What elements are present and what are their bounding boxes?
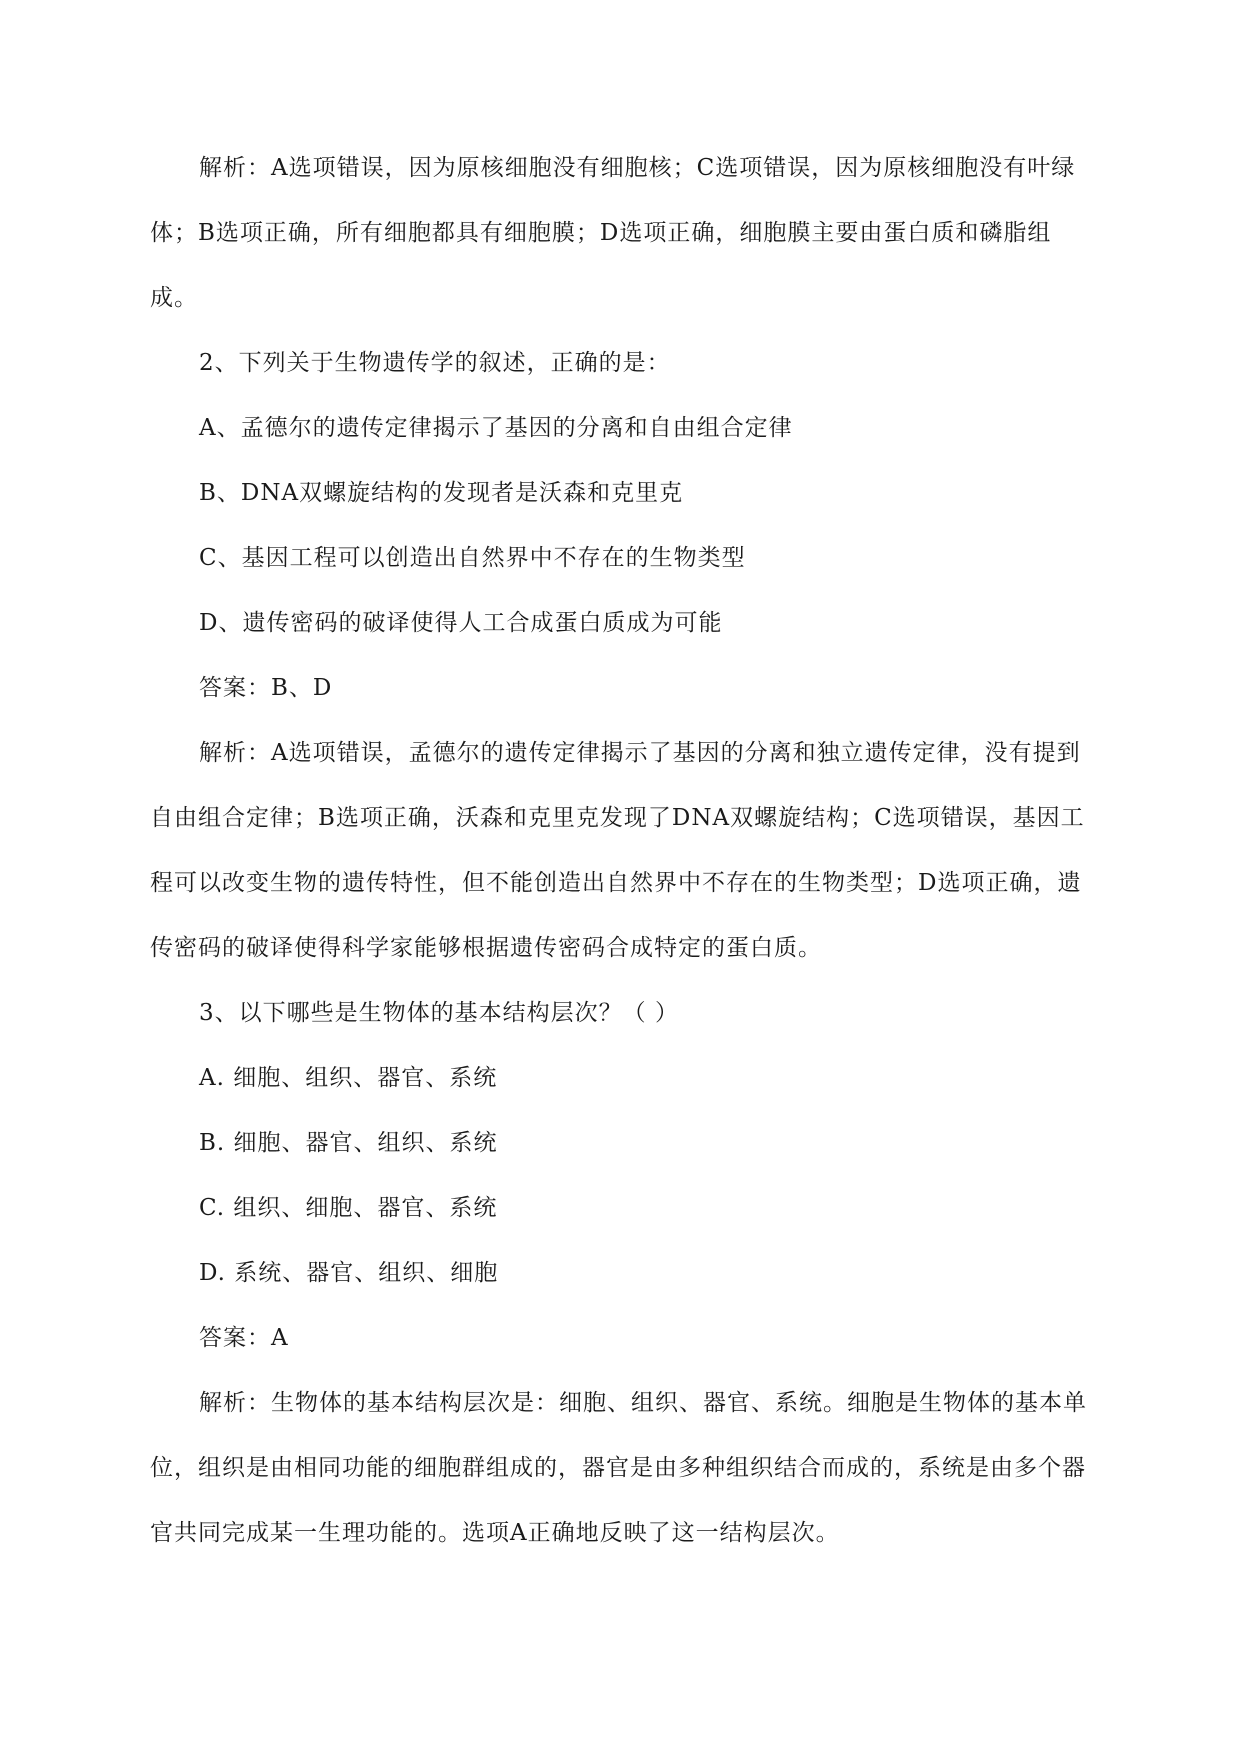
q2-option-d: D、遗传密码的破译使得人工合成蛋白质成为可能 bbox=[199, 610, 723, 636]
q2-question: 2、下列关于生物遗传学的叙述，正确的是： bbox=[199, 350, 671, 376]
q3-option-c: C. 组织、细胞、器官、系统 bbox=[199, 1195, 498, 1221]
q3-answer: 答案：A bbox=[199, 1325, 289, 1351]
q2-explanation: 解析：A选项错误，孟德尔的遗传定律揭示了基因的分离和独立遗传定律，没有提到自由组合定律；B选项正确，沃森和克里克发现了DNA双螺旋结构；C选项错误，基因工程可以改变生物的遗传特性，但不能创造出自然界中不存在的生物类型；D选项正确，遗传密码的破译使得科学家能够根据遗传密码合成特定的蛋白质。 bbox=[150, 740, 1085, 961]
q2-option-a: A、孟德尔的遗传定律揭示了基因的分离和自由组合定律 bbox=[199, 415, 793, 441]
document-body bbox=[150, 136, 1092, 1566]
q1-explanation: 解析：A选项错误，因为原核细胞没有细胞核；C选项错误，因为原核细胞没有叶绿体；B选项正确，所有细胞都具有细胞膜；D选项正确，细胞膜主要由蛋白质和磷脂组成。 bbox=[150, 155, 1076, 311]
q2-answer: 答案：B、D bbox=[199, 675, 333, 701]
q2-option-c: C、基因工程可以创造出自然界中不存在的生物类型 bbox=[199, 545, 746, 571]
q3-question: 3、以下哪些是生物体的基本结构层次？（ ） bbox=[199, 1000, 679, 1026]
q3-option-d: D. 系统、器官、组织、细胞 bbox=[199, 1260, 499, 1286]
q3-option-a: A. 细胞、组织、器官、系统 bbox=[199, 1065, 498, 1091]
q3-option-b: B. 细胞、器官、组织、系统 bbox=[199, 1130, 498, 1156]
q3-explanation: 解析：生物体的基本结构层次是：细胞、组织、器官、系统。细胞是生物体的基本单位，组织是由相同功能的细胞群组成的，器官是由多种组织结合而成的，系统是由多个器官共同完成某一生理功能的。选项A正确地反映了这一结构层次。 bbox=[150, 1390, 1087, 1546]
q2-option-b: B、DNA双螺旋结构的发现者是沃森和克里克 bbox=[199, 480, 684, 506]
